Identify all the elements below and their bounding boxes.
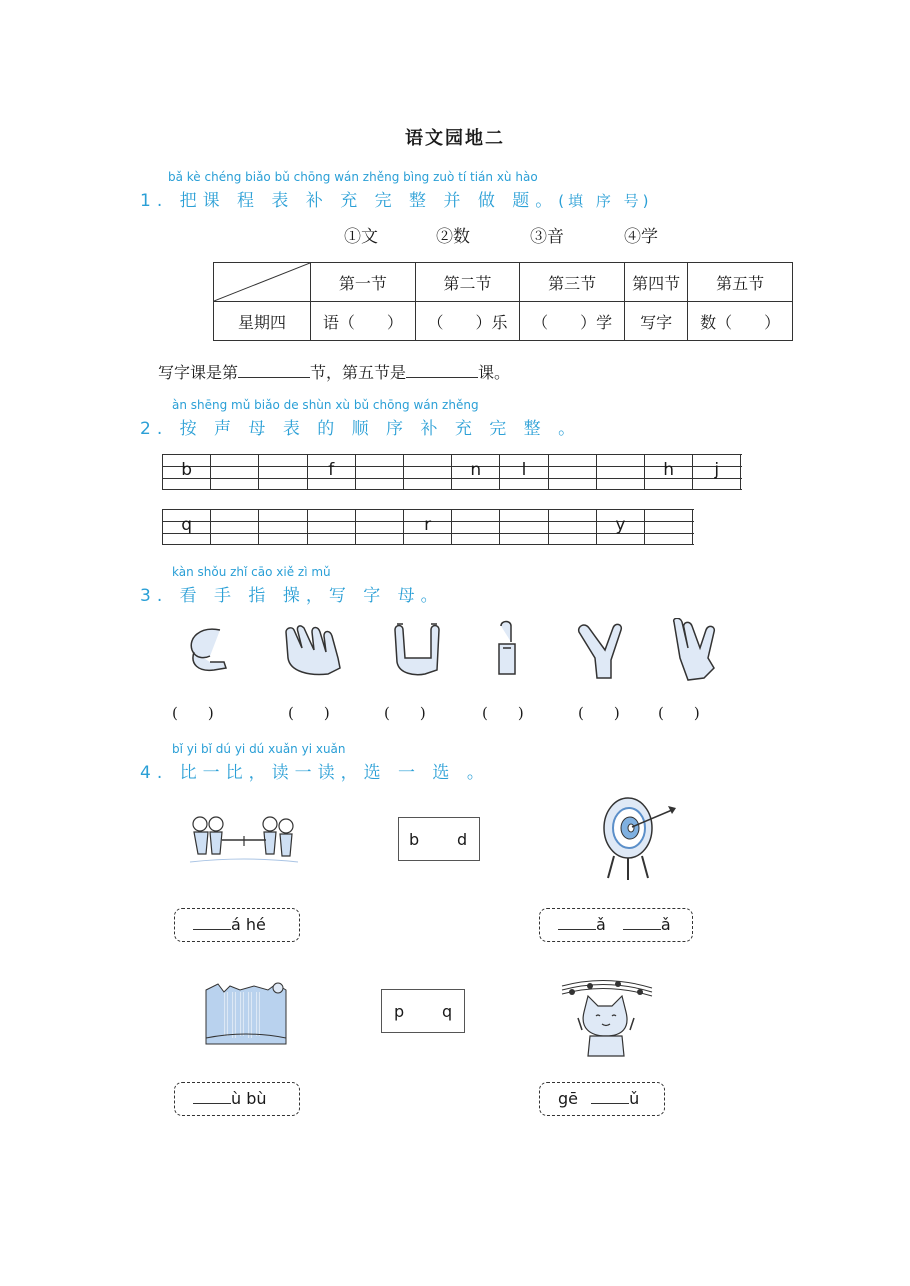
- header-period-5: 第五节: [688, 263, 793, 302]
- answer-box-4[interactable]: [539, 1082, 665, 1116]
- grid1-letter: f: [328, 460, 335, 480]
- q2-text: 2. 按 声 母 表 的 顺 序 补 充 完 整 。: [140, 419, 582, 439]
- header-period-3: 第三节: [520, 263, 625, 302]
- q1-text: 1. 把课 程 表 补 充 完 整 并 做 题。: [140, 191, 559, 211]
- grid2-cell[interactable]: [645, 510, 693, 544]
- row-label: 星期四: [214, 302, 311, 341]
- grid1-cell: [500, 455, 548, 489]
- grid1-cell: [308, 455, 356, 489]
- cell-period-2[interactable]: （ ）乐: [415, 302, 520, 341]
- answer-text-1: á hé: [231, 915, 266, 934]
- paren-answer-6[interactable]: ( ): [658, 704, 700, 722]
- diagonal-line: [214, 263, 310, 301]
- answer-blank-2a[interactable]: [558, 915, 596, 930]
- answer-text-2b: ǎ: [660, 915, 671, 934]
- grid1-cell: [693, 455, 741, 489]
- grid2-cell[interactable]: [452, 510, 500, 544]
- answer-text-4b: ǔ: [629, 1089, 640, 1108]
- grid2-letter: y: [615, 515, 626, 535]
- answer-blank-4[interactable]: [591, 1089, 629, 1104]
- answer-box-2[interactable]: [539, 908, 693, 942]
- grid2-letter: r: [424, 515, 432, 535]
- blank-2[interactable]: [406, 361, 478, 378]
- grid1-cell[interactable]: [211, 455, 259, 489]
- grid1-cell[interactable]: [597, 455, 645, 489]
- answer-text-3: ù bù: [231, 1089, 267, 1108]
- grid2-cell: [597, 510, 645, 544]
- cell-period-4: 写字: [624, 302, 687, 341]
- paren-answer-2[interactable]: ( ): [288, 704, 330, 722]
- grid2-cell[interactable]: [211, 510, 259, 544]
- q1-pinyin: bǎ kè chéng biǎo bǔ chōng wán zhěng bìng zuò tí tián xù hào: [168, 170, 538, 184]
- answer-box-3[interactable]: [174, 1082, 300, 1116]
- letter-pair-p-q: [381, 989, 465, 1033]
- page-title: 语文园地二: [405, 128, 505, 149]
- paren-answer-1[interactable]: ( ): [172, 704, 214, 722]
- grid1-letter: n: [470, 460, 482, 480]
- paren-answer-3[interactable]: ( ): [384, 704, 426, 722]
- header-period-1: 第一节: [311, 263, 416, 302]
- pair1-letter-1: b: [409, 830, 420, 849]
- sentence-part-b: 节，第五节是: [310, 363, 407, 382]
- paren-answer-4[interactable]: ( ): [482, 704, 524, 722]
- grid1-cell[interactable]: [259, 455, 307, 489]
- cell-period-3[interactable]: （ ）学: [520, 302, 625, 341]
- singing-cat-picture: [560, 970, 654, 1062]
- cell-period-1[interactable]: 语（ ）: [311, 302, 416, 341]
- q1-sentence: [158, 360, 510, 383]
- grid2-cell[interactable]: [259, 510, 307, 544]
- waterfall-picture: [204, 980, 290, 1046]
- answer-blank-2b[interactable]: [623, 915, 661, 930]
- grid1-cell[interactable]: [549, 455, 597, 489]
- pair1-letter-2: d: [457, 830, 468, 849]
- q2-pinyin: àn shēng mǔ biǎo de shùn xù bǔ chōng wán zhěng: [172, 398, 479, 412]
- y-hand-icon: [579, 624, 622, 678]
- q4-pinyin: bǐ yi bǐ dú yi dú xuǎn yi xuǎn: [172, 742, 346, 756]
- hand-gestures: [180, 618, 730, 688]
- option-3: ③音: [530, 227, 564, 247]
- sentence-part-c: 课。: [478, 363, 511, 382]
- grid2-cell[interactable]: [500, 510, 548, 544]
- i-hand-icon: [499, 622, 515, 675]
- tug-of-war-picture: [186, 810, 302, 868]
- diagonal-header-cell: [214, 263, 311, 302]
- option-1: ①文: [344, 227, 378, 247]
- c-hand-icon: [191, 629, 226, 670]
- grid2-cell[interactable]: [308, 510, 356, 544]
- grid1-cell: [645, 455, 693, 489]
- u-hand-icon: [395, 624, 439, 675]
- answer-blank-1[interactable]: [193, 915, 231, 930]
- m-hand-icon: [286, 626, 340, 675]
- option-2: ②数: [436, 227, 470, 247]
- grid1-letter: h: [663, 460, 674, 480]
- w-hand-icon: [674, 618, 715, 680]
- option-4: ④学: [624, 227, 658, 247]
- grid1-letter: l: [521, 460, 527, 480]
- sentence-part-a: 写字课是第: [158, 363, 239, 382]
- paren-answer-5[interactable]: ( ): [578, 704, 620, 722]
- header-period-2: 第二节: [415, 263, 520, 302]
- q1-note: (填 序 号): [558, 192, 653, 210]
- answer-box-1[interactable]: [174, 908, 300, 942]
- grid1-cell[interactable]: [356, 455, 404, 489]
- grid2-cell: [404, 510, 452, 544]
- answer-blank-3[interactable]: [193, 1089, 231, 1104]
- header-period-4: 第四节: [624, 263, 687, 302]
- q1-heading: [140, 186, 653, 211]
- schedule-table: [213, 262, 793, 341]
- q3-text: 3. 看 手 指 操，写 字 母。: [140, 586, 444, 606]
- grid2-letter: q: [181, 515, 192, 535]
- pair2-letter-1: p: [394, 1002, 405, 1021]
- pair2-letter-2: q: [442, 1002, 453, 1021]
- grid1-cell[interactable]: [404, 455, 452, 489]
- letter-grid-2: [162, 509, 694, 545]
- q3-pinyin: kàn shǒu zhǐ cāo xiě zì mǔ: [172, 565, 331, 579]
- letter-pair-b-d: [398, 817, 480, 861]
- grid2-cell[interactable]: [549, 510, 597, 544]
- answer-text-4a: gē: [558, 1089, 578, 1108]
- target-picture: [596, 796, 682, 882]
- grid1-cell: [452, 455, 500, 489]
- grid2-cell: [163, 510, 211, 544]
- grid1-letter: j: [714, 460, 720, 480]
- cell-period-5[interactable]: 数（ ）: [688, 302, 793, 341]
- answer-text-2a: ǎ: [596, 915, 606, 934]
- grid1-cell: [163, 455, 211, 489]
- blank-1[interactable]: [238, 361, 310, 378]
- letter-grid-1: [162, 454, 742, 490]
- q4-text: 4. 比一比，读一读，选 一 选 。: [140, 763, 490, 783]
- grid1-letter: b: [181, 460, 192, 480]
- grid2-cell[interactable]: [356, 510, 404, 544]
